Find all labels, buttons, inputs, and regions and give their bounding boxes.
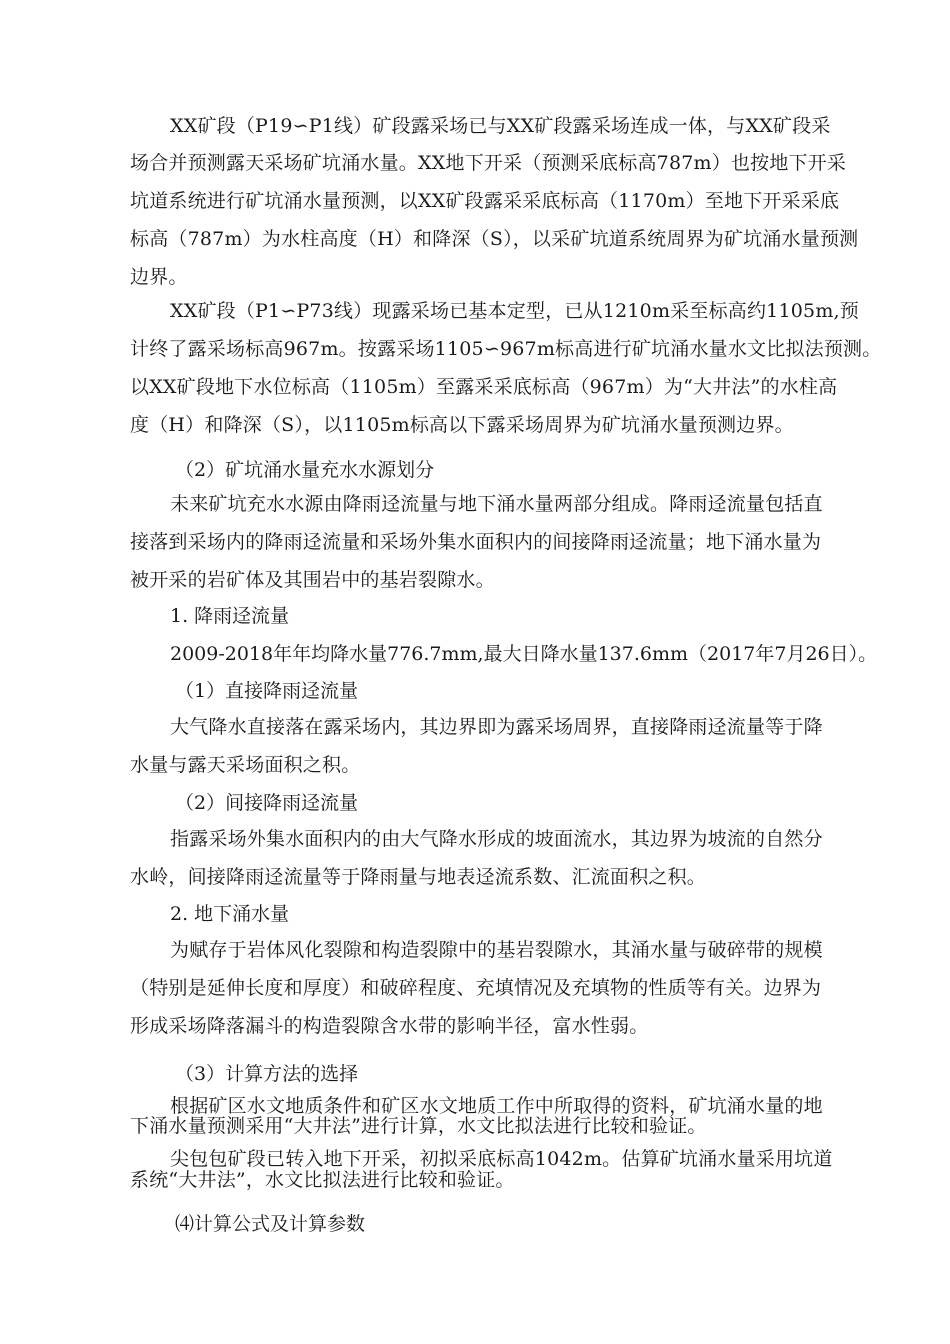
subheading-groundwater: 2. 地下涌水量	[170, 903, 290, 925]
paragraph-5-cont	[130, 756, 360, 794]
paragraph-3	[170, 495, 823, 533]
text-line: 以XX矿段地下水位标高（1105m）至露采采底标高（967m）为“大井法”的水柱高	[130, 376, 838, 398]
text-line: 水量与露天采场面积之积。	[130, 754, 361, 776]
text-line: 形成采场降落漏斗的构造裂隙含水带的影响半径，富水性弱。	[130, 1015, 649, 1037]
paragraph-2	[170, 302, 859, 340]
section-heading-4: ⑷计算公式及计算参数	[175, 1213, 366, 1235]
paragraph-1-cont	[130, 154, 858, 306]
text-line: 坑道系统进行矿坑涌水量预测，以XX矿段露采采底标高（1170m）至地下开采采底	[130, 190, 840, 212]
text-line: 接落到采场内的降雨迳流量和采场外集水面积内的间接降雨迳流量；地下涌水量为	[130, 531, 822, 553]
paragraph-3-cont	[130, 533, 821, 609]
text-line: 根据矿区水文地质条件和矿区水文地质工作中所取得的资料，矿坑涌水量的地	[170, 1095, 823, 1117]
text-line: 系统“大井法”，水文比拟法进行比较和验证。	[130, 1169, 515, 1191]
paragraph-9-cont	[130, 1171, 515, 1203]
text-line: 度（H）和降深（S），以1105m标高以下露采场周界为矿坑涌水量预测边界。	[130, 414, 794, 436]
text-line: 指露采场外集水面积内的由大气降水形成的坡面流水，其边界为坡流的自然分	[170, 828, 823, 850]
text-line: 下涌水量预测采用“大井法”进行计算，水文比拟法进行比较和验证。	[130, 1115, 707, 1137]
paragraph-6	[170, 830, 823, 868]
text-line: （特别是延伸长度和厚度）和破碎程度、充填情况及充填物的性质等有关。边界为	[130, 977, 822, 999]
subheading-indirect-runoff: （2）间接降雨迳流量	[175, 792, 359, 814]
paragraph-7	[170, 941, 823, 979]
text-line: 标高（787m）为水柱高度（H）和降深（S），以采矿坑道系统周界为矿坑涌水量预测	[130, 228, 859, 250]
text-line: 水岭，间接降雨迳流量等于降雨量与地表迳流系数、汇流面积之积。	[130, 866, 707, 888]
text-line: 边界。	[130, 266, 188, 288]
text-line: 计终了露采场标高967m。按露采场1105∽967m标高进行矿坑涌水量水文比拟法预测。	[130, 338, 882, 360]
paragraph-8-cont	[130, 1117, 707, 1149]
paragraph-2-cont	[130, 340, 881, 454]
text-line: XX矿段（P1∽P73线）现露采场已基本定型，已从1210m采至标高约1105m,预	[170, 300, 859, 322]
text-line: 场合并预测露天采场矿坑涌水量。XX地下开采（预测采底标高787m）也按地下开采	[130, 152, 847, 174]
paragraph-7-cont	[130, 979, 821, 1055]
text-line: XX矿段（P19∽P1线）矿段露采场已与XX矿段露采场连成一体，与XX矿段采	[170, 115, 831, 137]
text-line: 未来矿坑充水水源由降雨迳流量与地下涌水量两部分组成。降雨迳流量包括直	[170, 493, 823, 515]
paragraph-6-cont	[130, 868, 706, 906]
text-line: 尖包包矿段已转入地下开采，初拟采底标高1042m。估算矿坑涌水量采用坑道	[170, 1148, 833, 1170]
text-line: 为赋存于岩体风化裂隙和构造裂隙中的基岩裂隙水，其涌水量与破碎带的规模	[170, 939, 823, 961]
section-heading-3: （3）计算方法的选择	[175, 1063, 359, 1085]
text-line: 大气降水直接落在露采场内，其边界即为露采场周界，直接降雨迳流量等于降	[170, 716, 823, 738]
subheading-rain-runoff: 1. 降雨迳流量	[170, 605, 290, 627]
paragraph-precipitation: 2009-2018年年均降水量776.7mm,最大日降水量137.6mm（2017年7月26日）。	[170, 643, 878, 665]
text-line: 被开采的岩矿体及其围岩中的基岩裂隙水。	[130, 569, 495, 591]
subheading-direct-runoff: （1）直接降雨迳流量	[175, 680, 359, 702]
paragraph-1	[170, 117, 831, 155]
paragraph-5	[170, 718, 823, 756]
section-heading-2: （2）矿坑涌水量充水水源划分	[175, 459, 435, 481]
